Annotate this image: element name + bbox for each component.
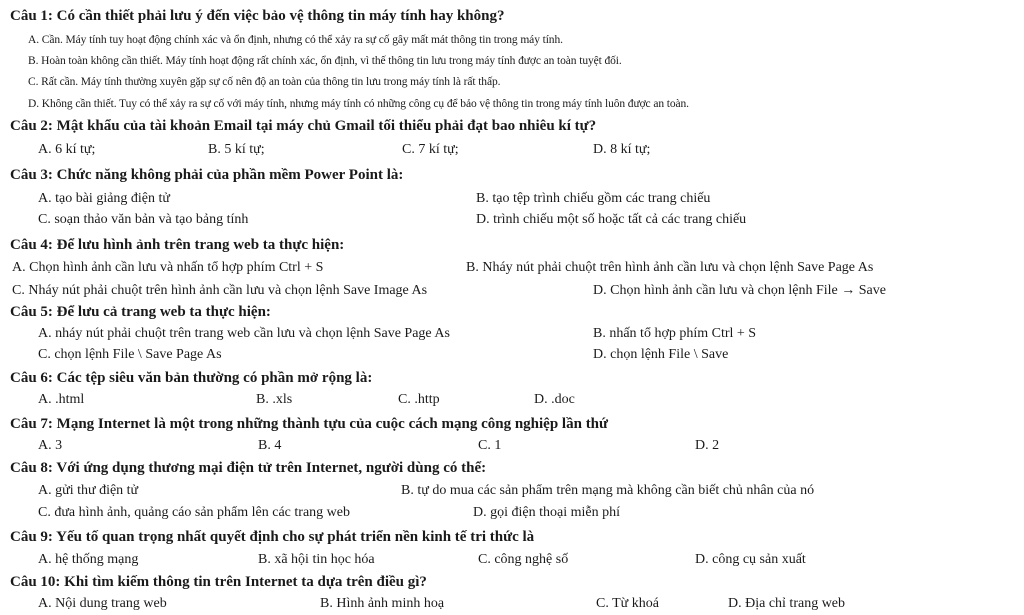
question-3-option-b: B. tạo tệp trình chiếu gồm các trang chiếu: [476, 191, 711, 206]
question-6-title: Câu 6: Các tệp siêu văn bản thường có phần mở rộng là:: [10, 370, 373, 386]
question-6-option-d: D. .doc: [534, 392, 575, 407]
question-10-option-a: A. Nội dung trang web: [38, 596, 167, 611]
question-7-title: Câu 7: Mạng Internet là một trong những thành tựu của cuộc cách mạng công nghiệp lần thứ: [10, 416, 609, 432]
question-10-option-c: C. Từ khoá: [596, 596, 659, 611]
question-4-option-a: A. Chọn hình ảnh cần lưu và nhấn tổ hợp phím Ctrl + S: [12, 260, 324, 275]
question-1-title: Câu 1: Có cần thiết phải lưu ý đến việc bảo vệ thông tin máy tính hay không?: [10, 8, 505, 24]
question-2-option-a: A. 6 kí tự;: [38, 142, 96, 157]
question-1-option-a: A. Cần. Máy tính tuy hoạt động chính xác và ổn định, nhưng có thể xảy ra sự cố gây mất mát thông tin trong máy tính.: [28, 34, 563, 46]
question-5-option-c: C. chọn lệnh File \ Save Page As: [38, 347, 222, 362]
question-8-title: Câu 8: Với ứng dụng thương mại điện tử trên Internet, người dùng có thể:: [10, 460, 487, 476]
question-9-option-b: B. xã hội tin học hóa: [258, 552, 375, 567]
question-10-title: Câu 10: Khi tìm kiếm thông tin trên Internet ta dựa trên điều gì?: [10, 574, 427, 590]
question-10-option-b: B. Hình ảnh minh hoạ: [320, 596, 445, 611]
question-4-option-b: B. Nháy nút phải chuột trên hình ảnh cần lưu và chọn lệnh Save Page As: [466, 260, 874, 275]
question-10-option-d: D. Địa chỉ trang web: [728, 596, 846, 611]
question-5-title: Câu 5: Để lưu cả trang web ta thực hiện:: [10, 304, 271, 320]
question-4-option-d: D. Chọn hình ảnh cần lưu và chọn lệnh File → Save: [593, 283, 886, 298]
question-2-option-c: C. 7 kí tự;: [402, 142, 459, 157]
question-5-option-a: A. nháy nút phải chuột trên trang web cần lưu và chọn lệnh Save Page As: [38, 326, 450, 341]
question-9-option-d: D. công cụ sản xuất: [695, 552, 806, 567]
question-7-option-c: C. 1: [478, 438, 502, 453]
question-6-option-c: C. .http: [398, 392, 440, 407]
question-1-option-d: D. Không cần thiết. Tuy có thể xảy ra sự cố với máy tính, nhưng máy tính có những công cụ để bảo vệ thông tin trong máy tính luôn được an toàn.: [28, 98, 689, 110]
question-3-title: Câu 3: Chức năng không phải của phần mềm Power Point là:: [10, 167, 404, 183]
question-6-option-a: A. .html: [38, 392, 85, 407]
question-5-option-b: B. nhấn tổ hợp phím Ctrl + S: [593, 326, 757, 341]
question-1-option-b: B. Hoàn toàn không cần thiết. Máy tính hoạt động rất chính xác, ổn định, vì thế thông tin lưu trong máy tính được an toàn tuyệt đối.: [28, 55, 622, 67]
question-2-option-d: D. 8 kí tự;: [593, 142, 651, 157]
question-9-title: Câu 9: Yếu tố quan trọng nhất quyết định cho sự phát triển nền kinh tế tri thức là: [10, 529, 535, 545]
question-8-option-b: B. tự do mua các sản phẩm trên mạng mà không cần biết chủ nhân của nó: [401, 483, 815, 498]
question-5-option-d: D. chọn lệnh File \ Save: [593, 347, 729, 362]
question-8-option-a: A. gửi thư điện tử: [38, 483, 139, 498]
question-8-option-d: D. gọi điện thoại miễn phí: [473, 505, 620, 520]
question-4-title: Câu 4: Để lưu hình ảnh trên trang web ta thực hiện:: [10, 237, 345, 253]
question-3-option-d: D. trình chiếu một số hoặc tất cả các trang chiếu: [476, 212, 747, 227]
question-7-option-a: A. 3: [38, 438, 63, 453]
question-8-option-c: C. đưa hình ảnh, quảng cáo sản phẩm lên các trang web: [38, 505, 350, 520]
question-4-option-c: C. Nháy nút phải chuột trên hình ảnh cần lưu và chọn lệnh Save Image As: [12, 283, 428, 298]
question-3-option-a: A. tạo bài giảng điện tử: [38, 191, 171, 206]
question-1-option-c: C. Rất cần. Máy tính thường xuyên gặp sự cố nên độ an toàn của thông tin lưu trong máy tính là rất thấp.: [28, 76, 501, 88]
question-2-option-b: B. 5 kí tự;: [208, 142, 265, 157]
question-9-option-c: C. công nghệ số: [478, 552, 569, 567]
question-6-option-b: B. .xls: [256, 392, 293, 407]
question-3-option-c: C. soạn thảo văn bản và tạo bảng tính: [38, 212, 249, 227]
question-2-title: Câu 2: Mật khẩu của tài khoản Email tại máy chủ Gmail tối thiểu phải đạt bao nhiêu kí tự?: [10, 118, 597, 134]
question-9-option-a: A. hệ thống mạng: [38, 552, 139, 567]
question-7-option-b: B. 4: [258, 438, 282, 453]
question-7-option-d: D. 2: [695, 438, 720, 453]
